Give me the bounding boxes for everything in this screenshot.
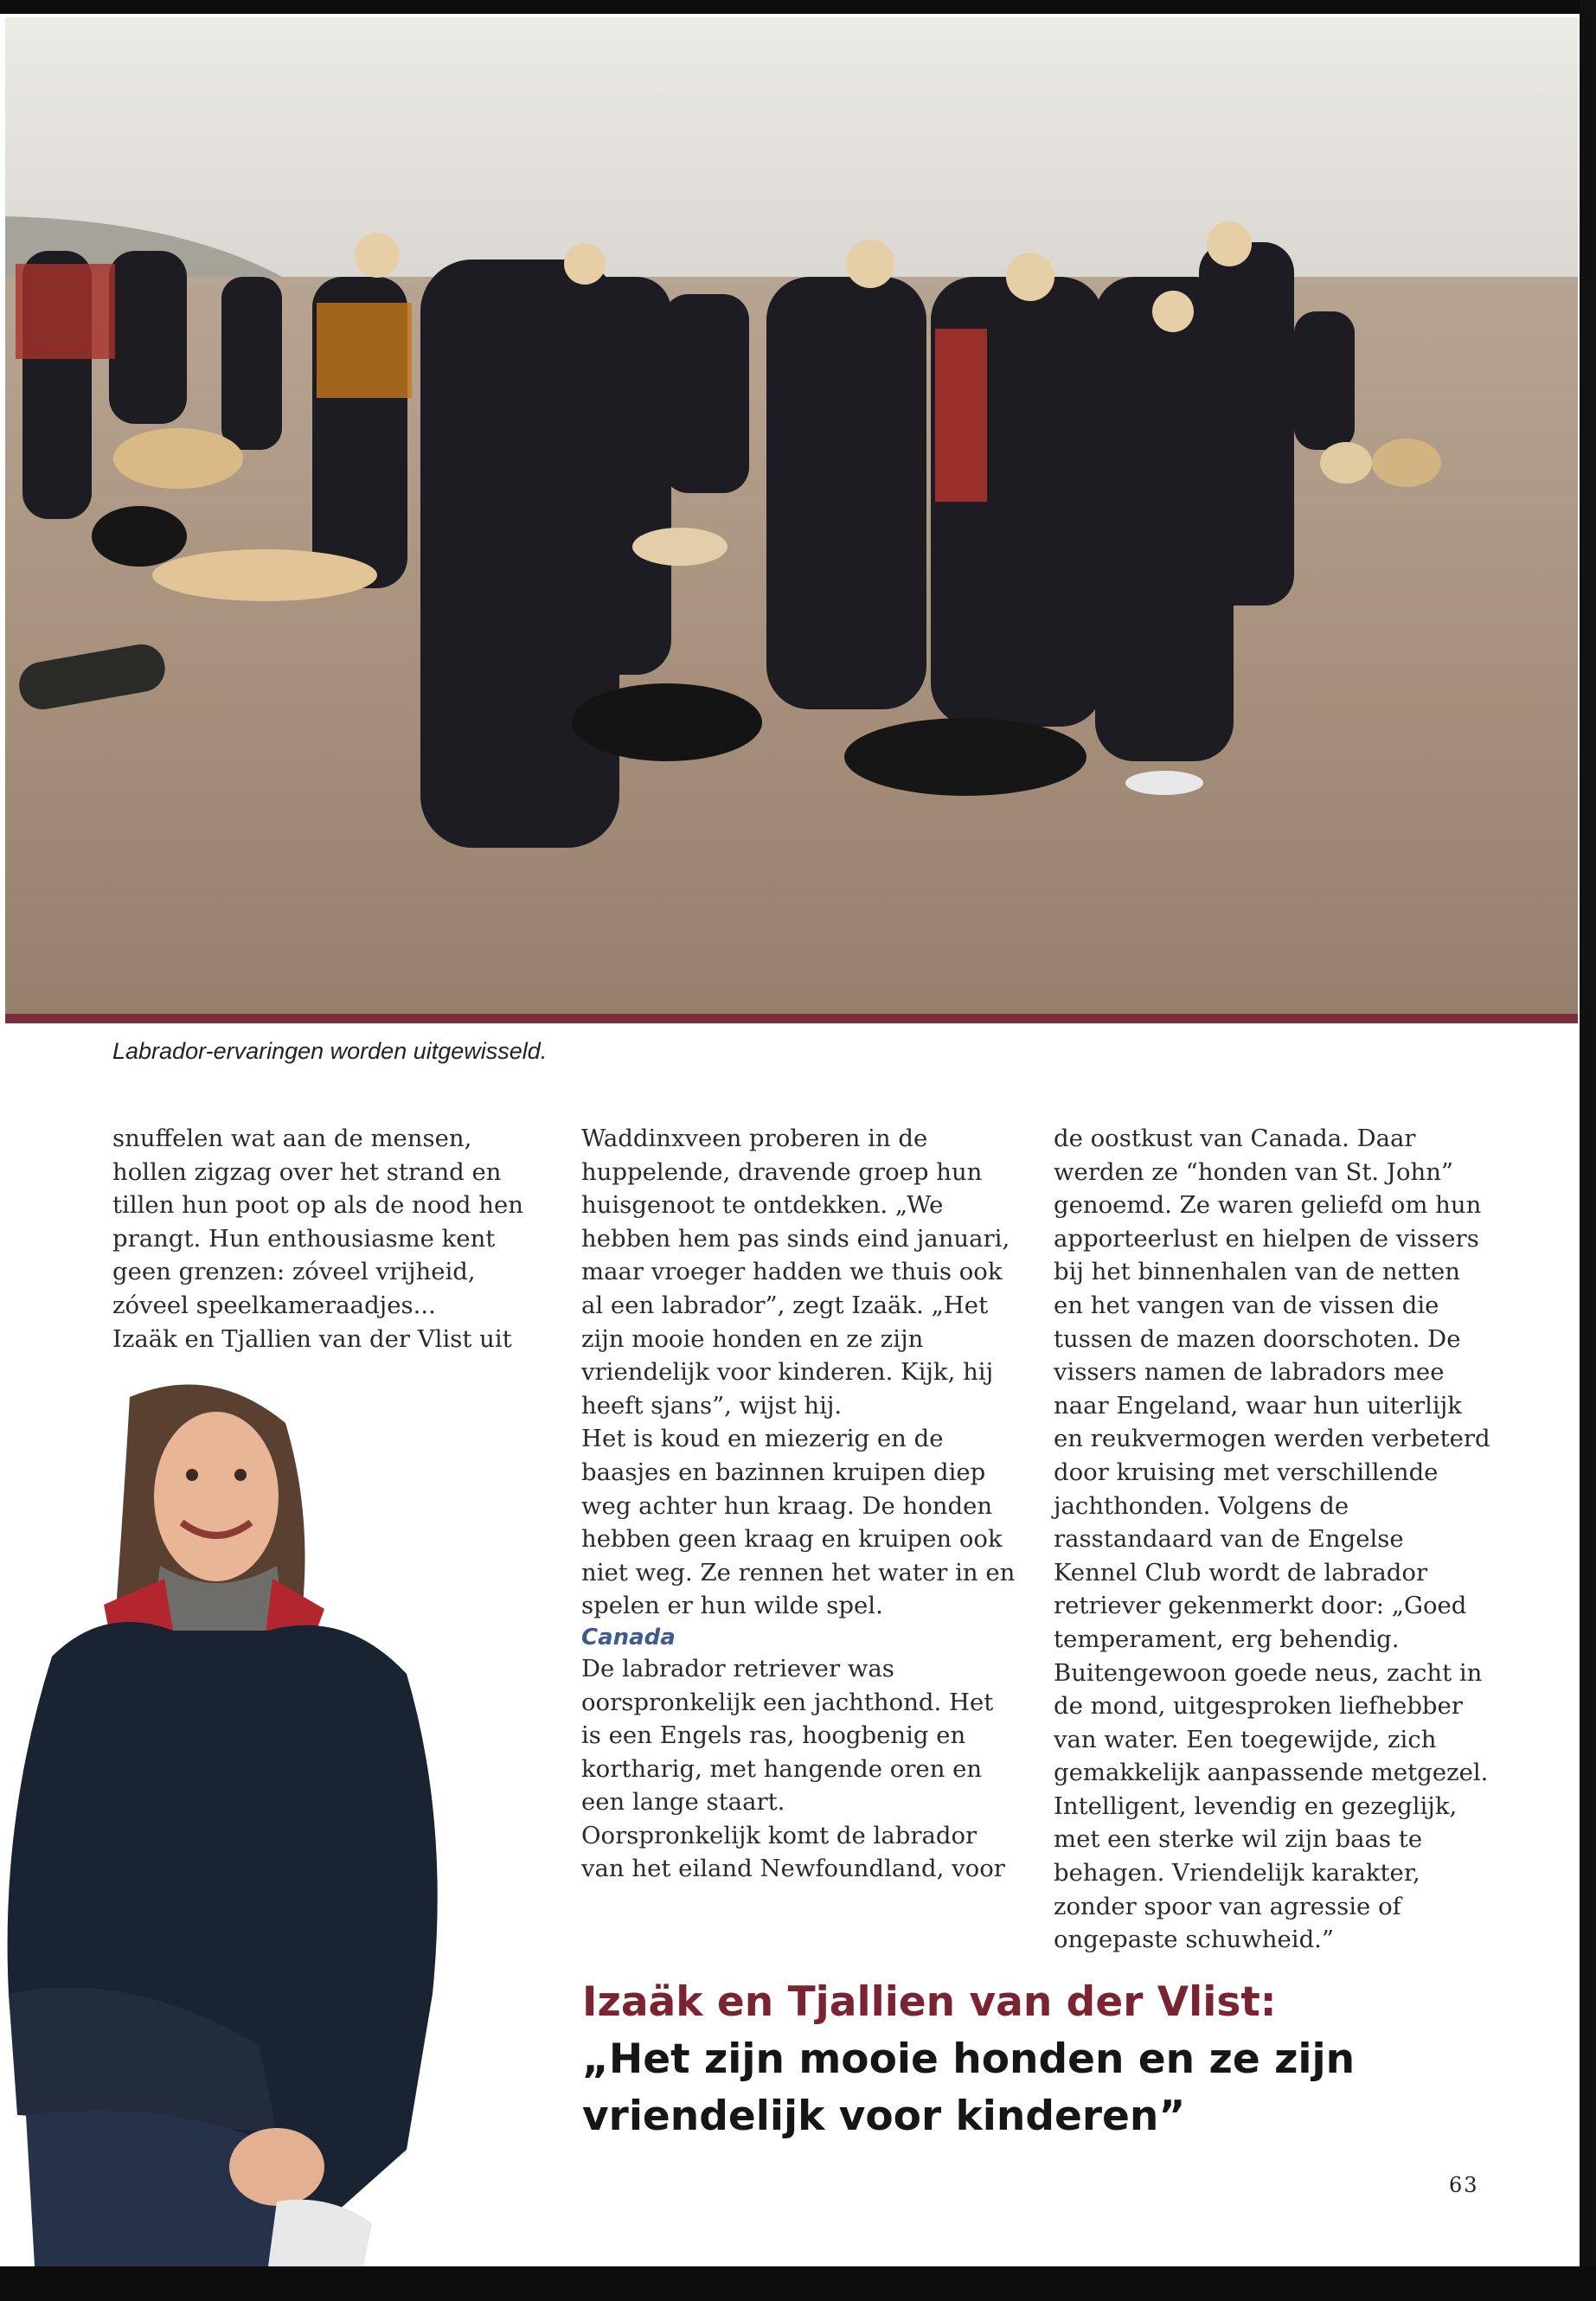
column2-paragraph-2: Het is koud en miezerig en de baasjes en bazinnen kruipen diep weg achter hun kraag. De honden hebben geen kraag en kruipen ook niet weg. Ze rennen het water in en spelen er hun wilde spel. — [581, 1425, 1016, 1620]
column2-paragraph-1: Waddinxveen proberen in de huppelende, dravende groep hun huisgenoot te ontdekken. „We hebben hem pas sinds eind januari, maar vroeger hadden we thuis ook al een labrador”, zegt Izaäk. „Het zijn mooie honden en ze zijn vriendelijk voor kinderen. Kijk, hij heeft sjans”, wijst hij. — [581, 1125, 1010, 1420]
scan-border-right — [1580, 0, 1596, 2301]
pull-quote-text: „Het zijn mooie honden en ze zijn vriendelijk voor kinderen” — [582, 2035, 1356, 2140]
subheading-canada: Canada — [581, 1624, 676, 1650]
column1-paragraph-2: Izaäk en Tjallien van der Vlist uit — [112, 1324, 512, 1353]
beach-photo — [5, 17, 1578, 1014]
photo-caption: Labrador-ervaringen worden uitgewisseld. — [112, 1038, 548, 1064]
portrait-photo — [0, 1371, 458, 2266]
text-column-3 — [1054, 1122, 1490, 1957]
page-number: 63 — [1449, 2173, 1479, 2197]
pull-quote — [582, 1974, 1490, 2145]
scan-border-bottom — [0, 2266, 1596, 2301]
text-column-2 — [581, 1122, 1018, 1886]
column1-paragraph-1: snuffelen wat aan de mensen, hollen zigzag over het strand en tillen hun poot op als de nood hen prangt. Hun enthousiasme kent geen grenzen: zóveel vrijheid, zóveel speelkameraadjes... — [112, 1125, 523, 1319]
text-column-1 — [112, 1122, 549, 1356]
pull-quote-name: Izaäk en Tjallien van der Vlist: — [582, 1978, 1277, 2026]
column2-paragraph-3: De labrador retriever was oorspronkelijk een jachthond. Het is een Engels ras, hoogbenig en kortharig, met hangende oren en een lange staart. — [581, 1654, 994, 1817]
photo-bottom-rule — [5, 1014, 1578, 1023]
column3-paragraph-1: de oostkust van Canada. Daar werden ze “honden van St. John” genoemd. Ze waren geliefd om hun apporteerlust en hielpen de vissers bij het binnenhalen van de netten en het vangen van de vissen die tussen de mazen doorschoten. De vissers namen de labradors mee naar Engeland, waar hun uiterlijk en reukvermogen werden verbeterd door kruising met verschillende jachthonden. Volgens de rasstandaard van de Engelse Kennel Club wordt de labrador retriever gekenmerkt door: „Goed temperament, erg behendig. Buitengewoon goede neus, zacht in de mond, uitgesproken liefhebber van water. Een toegewijde, zich gemakkelijk aanpassende metgezel. Intelligent, levendig en gezeglijk, met een sterke wil zijn baas te behagen. Vriendelijk karakter, zonder spoor van agressie of ongepaste schuwheid.” — [1054, 1125, 1490, 1954]
column2-paragraph-4: Oorspronkelijk komt de labrador van het eiland Newfoundland, voor — [581, 1821, 1005, 1883]
scan-border-top — [0, 0, 1596, 14]
